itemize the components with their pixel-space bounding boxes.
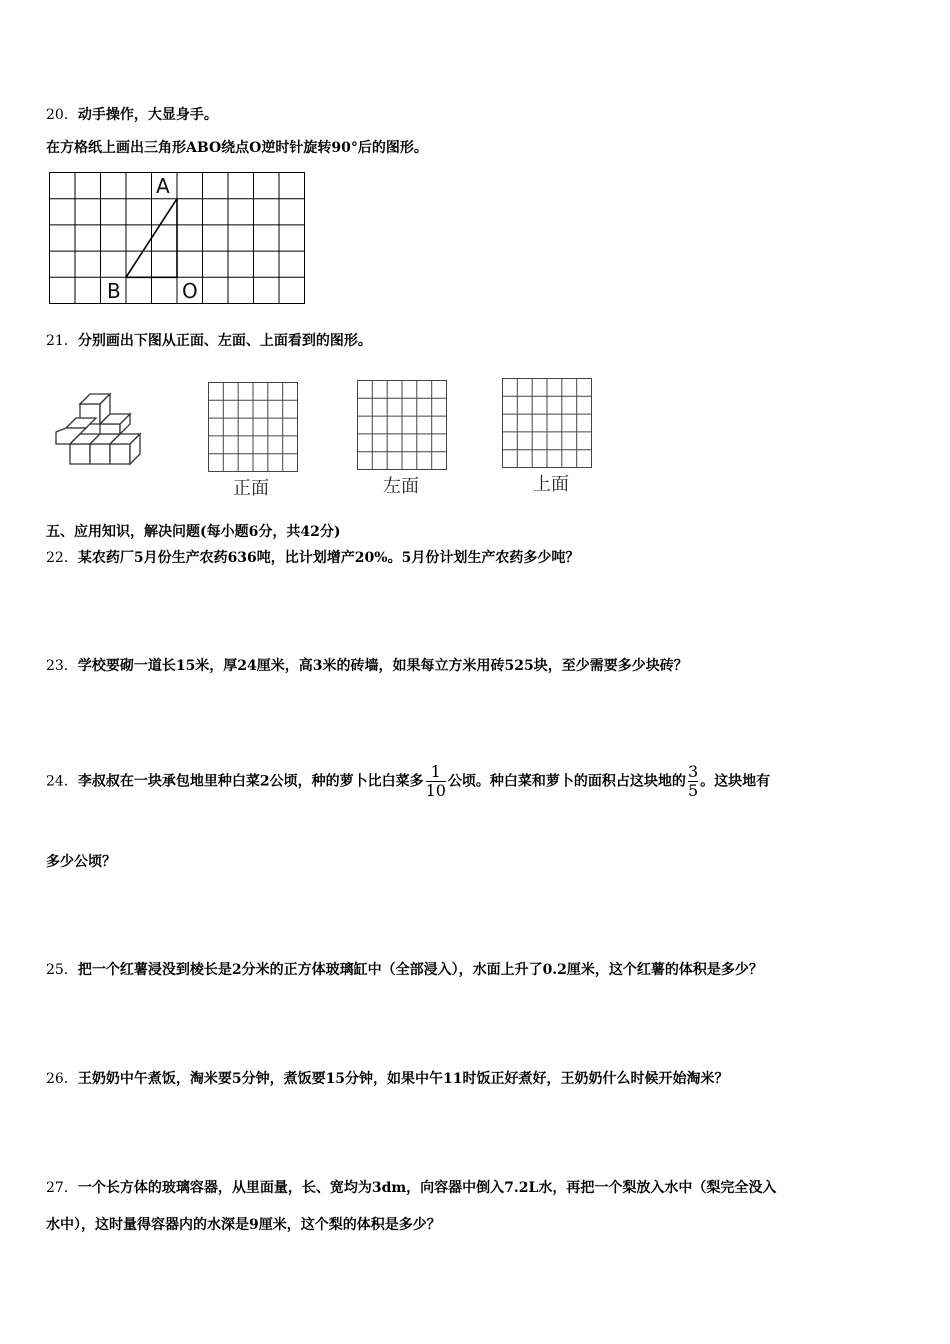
q25-text: 把一个红薯浸没到棱长是2分米的正方体玻璃缸中（全部浸入），水面上升了0.2厘米，这个红薯的体积是多少？: [77, 962, 763, 978]
q24-line2: 多少公顷？: [46, 854, 116, 870]
q20-heading: [46, 104, 218, 124]
top-view-grid: [499, 376, 595, 472]
front-view-grid: [205, 380, 301, 476]
q21-number: 21．: [46, 333, 78, 349]
q25-heading: [46, 959, 763, 979]
q22-number: 22．: [46, 550, 78, 566]
q20-instruction: 在方格纸上画出三角形ABO绕点O逆时针旋转90°后的图形。: [46, 140, 428, 156]
q22-text: 某农药厂5月份生产农药636吨，比计划增产20%。5月份计划生产农药多少吨？: [77, 550, 580, 566]
section-5-title: 五、应用知识，解决问题(每小题6分，共42分): [46, 524, 341, 540]
q24-text-part2: 公顷。种白菜和萝卜的面积占这块地的: [447, 773, 686, 790]
q24-heading: [46, 763, 770, 800]
caption-top: 上面: [533, 474, 569, 495]
q26-text: 王奶奶中午煮饭，淘米要5分钟，煮饭要15分钟，如果中午11时饭正好煮好，王奶奶什么时候开始淘米？: [77, 1071, 729, 1087]
q20-title: 动手操作，大显身手。: [77, 107, 218, 123]
caption-left: 左面: [383, 476, 419, 497]
q26-number: 26．: [46, 1071, 78, 1087]
q23-text: 学校要砌一道长15米，厚24厘米，高3米的砖墙，如果每立方米用砖525块，至少需要多少块砖？: [77, 658, 688, 674]
q25-number: 25．: [46, 962, 78, 978]
cube-stack-figure: [48, 388, 152, 470]
point-b-label: B: [107, 279, 121, 303]
q24-text-part1: 李叔叔在一块承包地里种白菜2公顷，种的萝卜比白菜多: [77, 773, 424, 790]
frac2-numerator: 3: [687, 762, 699, 781]
q23-heading: [46, 655, 688, 675]
q24-number: 24．: [46, 773, 78, 790]
q27-number: 27．: [46, 1180, 78, 1196]
frac2-denominator: 5: [687, 781, 699, 800]
fraction-three-fifths: [688, 763, 698, 800]
q23-number: 23．: [46, 658, 78, 674]
q21-text: 分别画出下图从正面、左面、上面看到的图形。: [77, 333, 372, 349]
q22-heading: [46, 547, 579, 567]
q27-line1: 一个长方体的玻璃容器，从里面量，长、宽均为3dm，向容器中倒入7.2L水，再把一个梨放入水中（梨完全没入: [77, 1180, 777, 1196]
q26-heading: [46, 1068, 729, 1088]
point-o-label: O: [182, 279, 198, 303]
point-a-label: A: [156, 174, 170, 198]
frac1-denominator: 10: [425, 781, 446, 800]
frac1-numerator: 1: [430, 762, 441, 781]
q27-heading: [46, 1177, 776, 1197]
q20-grid-figure: [46, 170, 308, 308]
q24-text-part3: 。这块地有: [700, 773, 771, 790]
q21-heading: [46, 330, 372, 350]
q27-line2: 水中），这时量得容器内的水深是9厘米，这个梨的体积是多少？: [46, 1217, 441, 1233]
left-view-grid: [354, 378, 450, 474]
q20-number: 20．: [46, 107, 78, 123]
fraction-one-tenth: [426, 763, 446, 800]
caption-front: 正面: [233, 478, 269, 499]
